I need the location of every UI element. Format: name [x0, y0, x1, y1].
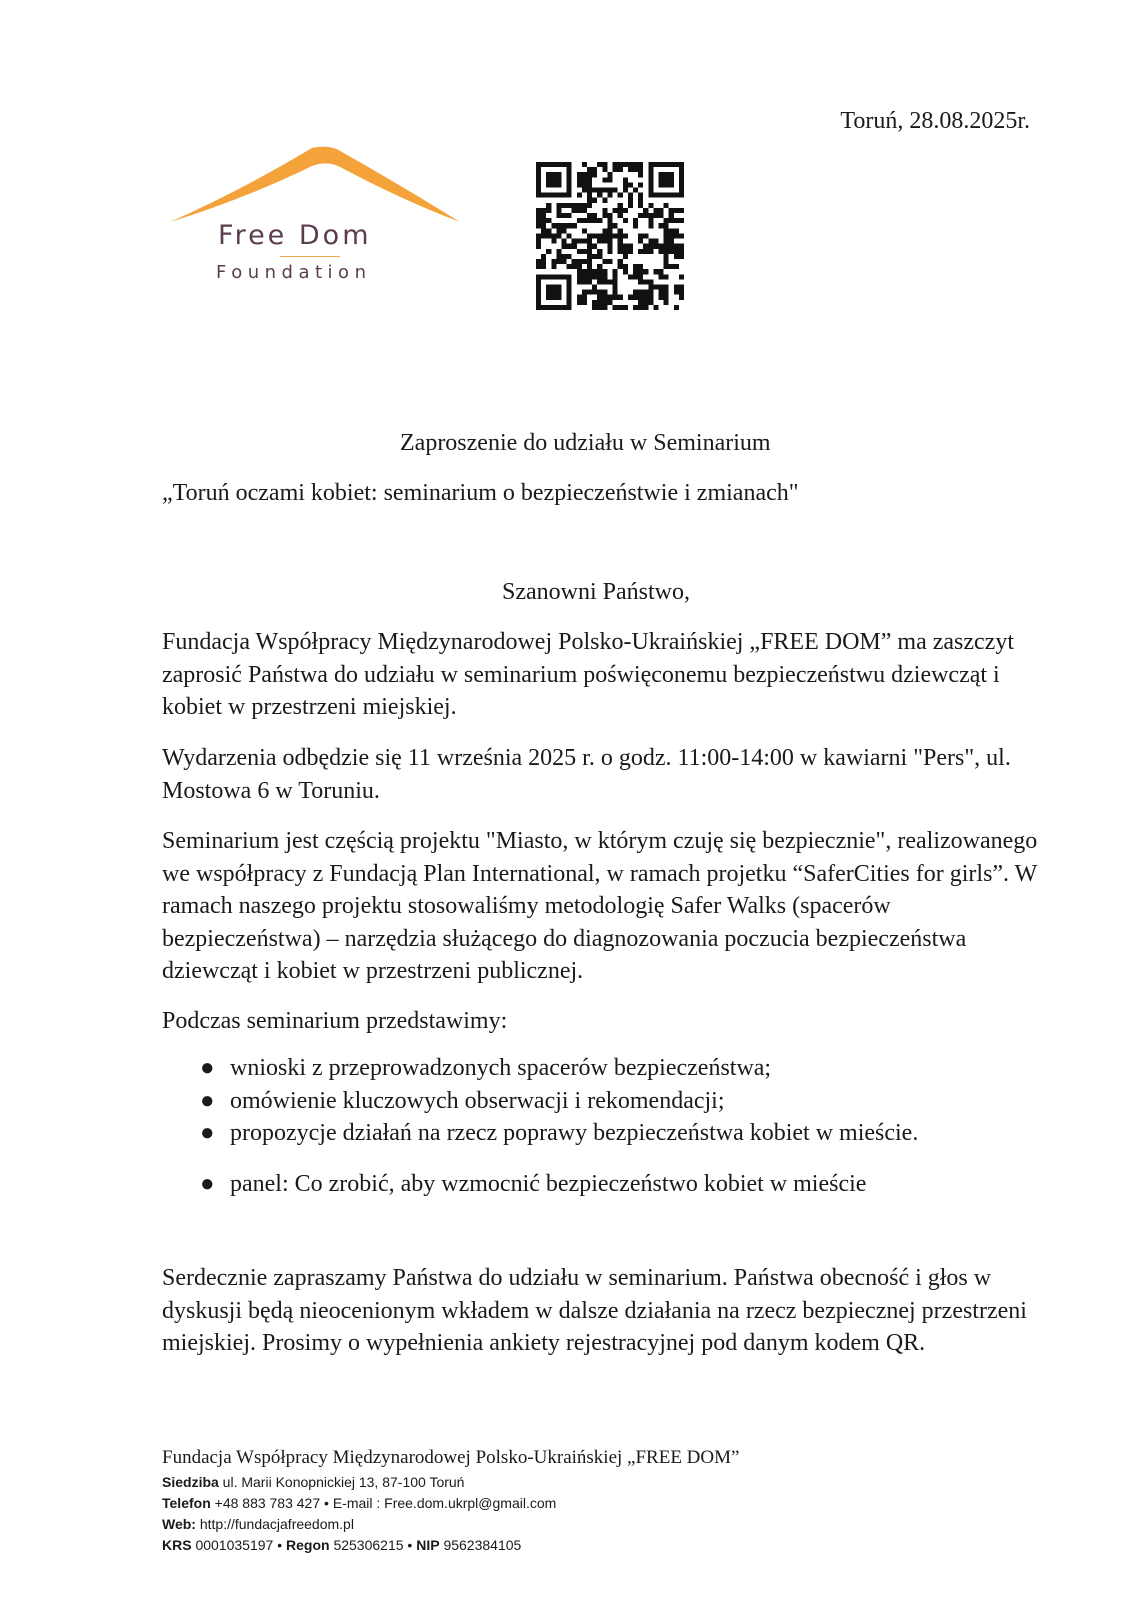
foundation-logo: [170, 144, 470, 294]
paragraph-intro: Fundacja Współpracy Międzynarodowej Polsko-Ukraińskiej „FREE DOM” ma zaszczyt zaprosić Państwa do udziału w seminarium poświęconemu bezpieczeństwu dziewcząt i kobiet w przestrzeni miejskiej.: [162, 629, 1014, 720]
agenda-list: [196, 1052, 1056, 1200]
paragraph-closing: Serdecznie zapraszamy Państwa do udziału w seminarium. Państwa obecność i głos w dyskusji będą nieocenionym wkładem w dalsze działania na rzecz bezpiecznej przestrzeni miejskiej. Prosimy o wypełnienia ankiety rejestracyjnej pod danym kodem QR.: [162, 1265, 1027, 1356]
footer-web: Web: http://fundacjafreedom.pl: [162, 1516, 354, 1532]
date: Toruń, 28.08.2025r.: [840, 108, 1030, 134]
footer-registry: KRS 0001035197 • Regon 525306215 • NIP 9562384105: [162, 1537, 522, 1553]
footer-organization: Fundacja Współpracy Międzynarodowej Polsko-Ukraińskiej „FREE DOM”: [162, 1447, 740, 1468]
seminar-name: „Toruń oczami kobiet: seminarium o bezpieczeństwie i zmianach": [162, 480, 799, 506]
paragraph-project: Seminarium jest częścią projektu "Miasto, w którym czuję się bezpiecznie", realizowanego we współpracy z Fundacją Plan International, w ramach projetku “SaferCities for girls”. W ramach naszego projektu stosowaliśmy metodologię Safer Walks (spacerów bezpieczeństwa) – narzędzia służącego do diagnozowania poczucia bezpieczeństwa dziewcząt i kobiet w przestrzeni publicznej.: [162, 828, 1038, 984]
logo-subtitle: Foundation: [216, 262, 372, 283]
list-item: ● omówienie kluczowych obserwacji i rekomendacji;: [196, 1085, 1056, 1118]
logo-divider: [280, 256, 340, 257]
bullet-icon: ●: [200, 1120, 215, 1146]
bullet-icon: ●: [200, 1055, 215, 1081]
logo-name: Free Dom: [218, 220, 372, 251]
paragraph-date-place: Wydarzenia odbędzie się 11 września 2025 r. o godz. 11:00-14:00 w kawiarni "Pers", ul. Mostowa 6 w Toruniu.: [162, 745, 1011, 804]
footer-address: Siedziba ul. Marii Konopnickiej 13, 87-100 Toruń: [162, 1474, 465, 1490]
roof-icon: [170, 144, 470, 224]
qr-code-icon[interactable]: [536, 160, 684, 312]
document-title: Zaproszenie do udziału w Seminarium: [400, 430, 771, 456]
list-item: ● propozycje działań na rzecz poprawy bezpieczeństwa kobiet w mieście.: [196, 1117, 1056, 1150]
greeting: Szanowni Państwo,: [502, 579, 690, 605]
paragraph-agenda-intro: Podczas seminarium przedstawimy:: [162, 1008, 508, 1034]
footer-contact: Telefon +48 883 783 427 • E-mail : Free.dom.ukrpl@gmail.com: [162, 1495, 557, 1511]
bullet-icon: ●: [200, 1087, 215, 1114]
list-item: ● wnioski z przeprowadzonych spacerów bezpieczeństwa;: [196, 1052, 1056, 1085]
list-item: ● panel: Co zrobić, aby wzmocnić bezpieczeństwo kobiet w mieście: [196, 1168, 1056, 1201]
bullet-icon: ●: [200, 1170, 215, 1197]
footer: [162, 1447, 739, 1556]
qr-code-graphic: [536, 160, 684, 312]
